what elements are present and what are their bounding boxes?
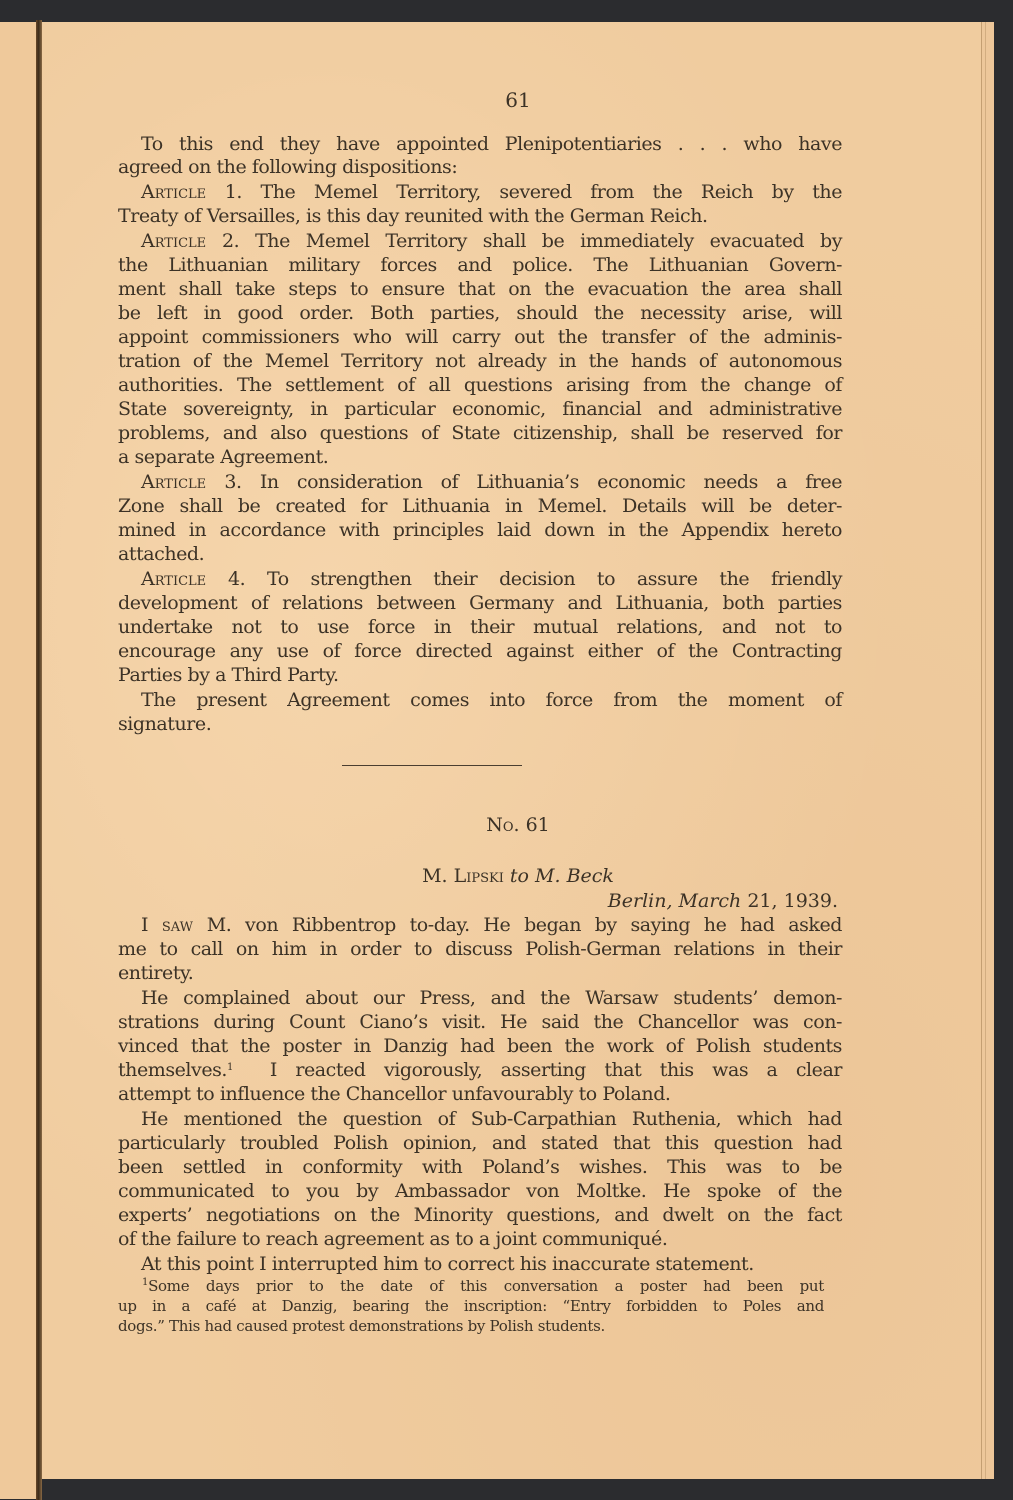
text-line: attempt to influence the Chancellor unfavourably to Poland. bbox=[118, 1083, 671, 1105]
article-4-line bbox=[141, 567, 842, 592]
text-line: appoint commissioners who will carry out the transfer of the adminis- bbox=[118, 326, 842, 348]
text-span: M. von Ribbentrop to-day. He began by saying he had asked bbox=[206, 914, 842, 936]
text-line: State sovereignty, in particular economic, financial and administrative bbox=[118, 398, 842, 420]
document-number-label: No. bbox=[486, 814, 520, 836]
article-number: 4. bbox=[227, 568, 246, 590]
article-label: Article bbox=[141, 181, 207, 203]
text-line: a separate Agreement. bbox=[118, 446, 329, 468]
text-line: me to call on him in order to discuss Polish-German relations in their bbox=[118, 938, 842, 960]
text-line: attached. bbox=[118, 543, 205, 565]
text-line: signature. bbox=[118, 713, 212, 735]
article-number: 1. bbox=[224, 181, 242, 203]
treaty-text-block bbox=[118, 132, 843, 735]
text-line: He mentioned the question of Sub-Carpathian Ruthenia, which had bbox=[141, 1108, 842, 1130]
text-span: The Memel Territory shall be immediately evacuated by bbox=[255, 230, 842, 252]
to-word: to bbox=[509, 865, 529, 887]
text-span: The Memel Territory, severed from the Reich by the bbox=[260, 181, 843, 203]
article-label: Article bbox=[141, 230, 207, 252]
page-number: 61 bbox=[505, 88, 531, 112]
article-number: 2. bbox=[222, 230, 240, 252]
book-page bbox=[42, 22, 994, 1479]
dateline bbox=[608, 890, 838, 912]
text-span: To strengthen their decision to assure the friendly bbox=[266, 568, 842, 590]
lead-word: I bbox=[141, 914, 149, 936]
text-line: experts’ negotiations on the Minority questions, and dwelt on the fact bbox=[118, 1204, 842, 1226]
article-label: Article bbox=[141, 471, 207, 493]
text-line: Zone shall be created for Lithuania in Memel. Details will be deter- bbox=[118, 495, 842, 517]
text-line: He complained about our Press, and the Warsaw students’ demon- bbox=[141, 987, 842, 1009]
place-date: Berlin, March bbox=[607, 890, 742, 912]
text-line: Parties by a Third Party. bbox=[118, 664, 339, 686]
footnote-line: dogs.” This had caused protest demonstrations by Polish students. bbox=[118, 1317, 606, 1335]
footnote-marker: 1 bbox=[142, 1277, 149, 1288]
text-span: I reacted vigorously, asserting that this was a clear bbox=[269, 1059, 842, 1081]
text-line: the Lithuanian military forces and police. The Lithuanian Govern- bbox=[118, 254, 842, 276]
article-2-line bbox=[141, 229, 842, 254]
article-1-line bbox=[141, 180, 842, 205]
text-line: problems, and also questions of State citizenship, shall be reserved for bbox=[118, 422, 842, 444]
text-line: particularly troubled Polish opinion, and stated that this question had bbox=[118, 1132, 842, 1154]
text-span: themselves. bbox=[118, 1059, 228, 1081]
text-line: authorities. The settlement of all questions arising from the change of bbox=[118, 374, 842, 396]
text-line: At this point I interrupted him to correct his inaccurate statement. bbox=[141, 1253, 754, 1275]
sender: M. Lipski bbox=[422, 865, 504, 887]
text-line: vinced that the poster in Danzig had been the work of Polish students bbox=[118, 1035, 842, 1057]
article-number: 3. bbox=[224, 471, 242, 493]
article-label: Article bbox=[141, 568, 207, 590]
footnote-line bbox=[142, 1277, 824, 1297]
recipient: M. Beck bbox=[535, 865, 614, 887]
footnote bbox=[118, 1277, 842, 1341]
article-3-line bbox=[141, 470, 842, 495]
text-line: encourage any use of force directed against either of the Contracting bbox=[118, 640, 842, 662]
facing-page-edge bbox=[0, 22, 37, 1499]
text-line: The present Agreement comes into force from the moment of bbox=[141, 689, 842, 711]
text-line: agreed on the following dispositions: bbox=[118, 156, 458, 178]
text-line: Treaty of Versailles, is this day reunited with the German Reich. bbox=[118, 205, 708, 227]
text-line: mined in accordance with principles laid down in the Appendix hereto bbox=[118, 519, 842, 541]
text-line bbox=[118, 1058, 842, 1083]
text-line: be left in good order. Both parties, should the necessity arise, will bbox=[118, 302, 842, 324]
text-line: communicated to you by Ambassador von Moltke. He spoke of the bbox=[118, 1180, 842, 1202]
text-span: Some days prior to the date of this conversation a poster had been put bbox=[148, 1277, 824, 1295]
text-line: strations during Count Ciano’s visit. He said the Chancellor was con- bbox=[118, 1011, 842, 1033]
document-heading bbox=[42, 865, 994, 887]
text-line: undertake not to use force in their mutual relations, and not to bbox=[118, 616, 842, 638]
text-line: To this end they have appointed Plenipotentiaries . . . who have bbox=[141, 133, 842, 155]
document-number bbox=[42, 814, 994, 836]
text-line: been settled in conformity with Poland’s wishes. This was to be bbox=[118, 1156, 842, 1178]
document-number-value: 61 bbox=[525, 814, 550, 836]
text-line bbox=[141, 913, 842, 938]
section-divider bbox=[342, 765, 522, 766]
lead-smallcaps: saw bbox=[161, 914, 193, 936]
page-fore-edge bbox=[981, 22, 994, 1479]
date-year: 21, 1939. bbox=[747, 890, 838, 912]
text-line: of the failure to reach agreement as to a joint communiqué. bbox=[118, 1228, 668, 1250]
footnote-ref[interactable]: 1 bbox=[227, 1062, 233, 1073]
text-line: entirety. bbox=[118, 962, 194, 984]
text-span: In consideration of Lithuania’s economic needs a free bbox=[259, 471, 843, 493]
text-line: development of relations between Germany and Lithuania, both parties bbox=[118, 592, 842, 614]
footnote-line: up in a café at Danzig, bearing the inscription: “Entry forbidden to Poles and bbox=[118, 1297, 824, 1315]
text-line: ment shall take steps to ensure that on the evacuation the area shall bbox=[118, 278, 842, 300]
text-line: tration of the Memel Territory not already in the hands of autonomous bbox=[118, 350, 842, 372]
letter-body bbox=[118, 913, 842, 1273]
